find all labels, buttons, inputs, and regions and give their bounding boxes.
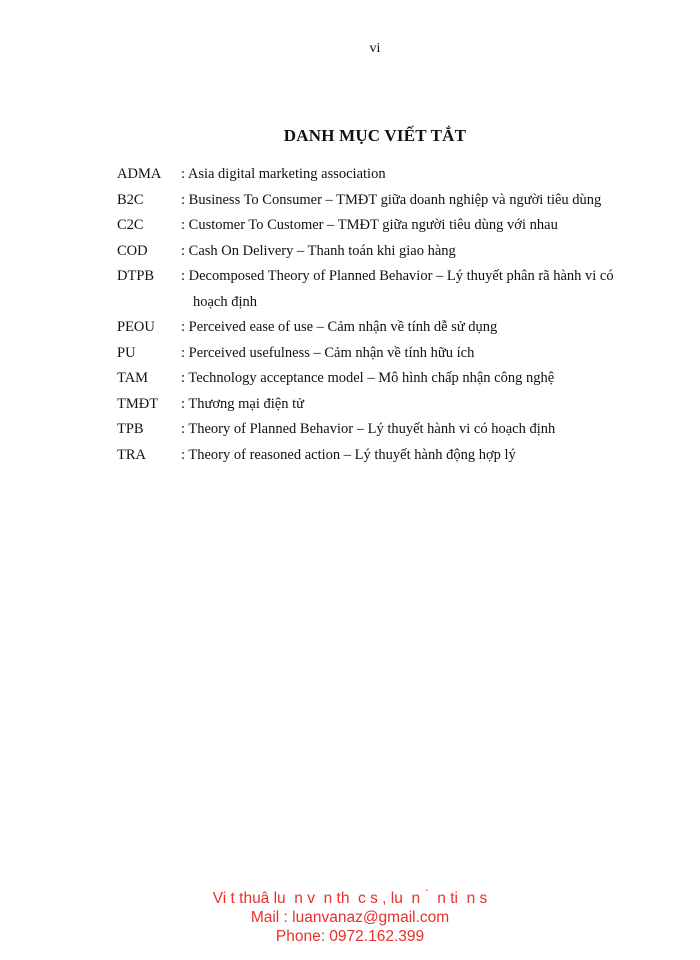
abbreviation-definition [181,341,657,367]
abbreviation-definition [181,392,657,418]
abbreviation-row [117,188,657,214]
abbreviation-definition [181,417,657,443]
abbreviation-definition [181,443,657,469]
abbreviation-code: TPB [117,421,144,437]
abbreviation-row [117,443,657,469]
abbreviation-code: PU [117,344,136,361]
abbreviation-definition-text: : Technology acceptance model – Mô hình chấp nhận công nghệ [181,370,555,386]
abbreviation-row [117,392,657,418]
abbreviation-definition-text: : Theory of Planned Behavior – Lý thuyết hành vi có hoạch định [181,421,556,437]
abbreviation-definition [181,162,657,188]
abbreviation-definition-text: : Cash On Delivery – Thanh toán khi giao hàng [181,242,456,259]
abbreviation-code: C2C [117,217,144,233]
abbreviation-code: COD [117,242,148,259]
abbreviation-row [117,341,657,367]
abbreviation-row [117,264,657,315]
abbreviation-code: TRA [117,446,146,463]
footer-line-service: Vi t thuâ lu n v n th c s , lu n ́ n ti n s [212,890,488,907]
abbreviation-row [117,239,657,265]
footer-line-mail: Mail : luanvanaz@gmail.com [250,909,450,926]
abbreviation-definition [181,264,657,315]
footer-watermark [0,889,700,946]
abbreviation-definition-text: : Asia digital marketing association [181,166,386,182]
abbreviation-code: TAM [117,370,149,386]
abbreviation-definition [181,188,657,214]
abbreviation-list [117,162,657,468]
abbreviation-definition-text: : Theory of reasoned action – Lý thuyết hành động hợp lý [181,446,516,463]
abbreviation-definition-text: : Perceived ease of use – Cảm nhận về tính dễ sử dụng [181,319,498,335]
page-title: DANH MỤC VIẾT TẮT [283,126,467,145]
abbreviation-definition [181,213,657,239]
abbreviation-row [117,213,657,239]
abbreviation-definition [181,315,657,341]
abbreviation-code: PEOU [117,319,155,335]
abbreviation-definition [181,239,657,265]
abbreviation-definition [181,366,657,392]
abbreviation-row [117,417,657,443]
abbreviation-row [117,315,657,341]
abbreviation-definition-text: : Business To Consumer – TMĐT giữa doanh nghiệp và người tiêu dùng [181,191,602,208]
abbreviation-definition-text: : Decomposed Theory of Planned Behavior – Lý thuyết phân rã hành vi có [181,268,614,284]
abbreviation-code: B2C [117,191,144,208]
abbreviation-code: ADMA [117,166,162,182]
abbreviation-code: DTPB [117,268,155,284]
abbreviation-definition-text: : Customer To Customer – TMĐT giữa người tiêu dùng với nhau [181,217,558,233]
abbreviation-row [117,162,657,188]
page-number: vi [369,41,381,56]
abbreviation-row [117,366,657,392]
abbreviation-definition-text: : Perceived usefulness – Cảm nhận về tính hữu ích [181,344,475,361]
footer-line-phone: Phone: 0972.162.399 [275,928,425,945]
abbreviation-code: TMĐT [117,395,159,412]
abbreviation-definition-continuation: hoạch định [193,293,258,310]
abbreviation-definition-text: : Thương mại điện tử [181,395,304,412]
